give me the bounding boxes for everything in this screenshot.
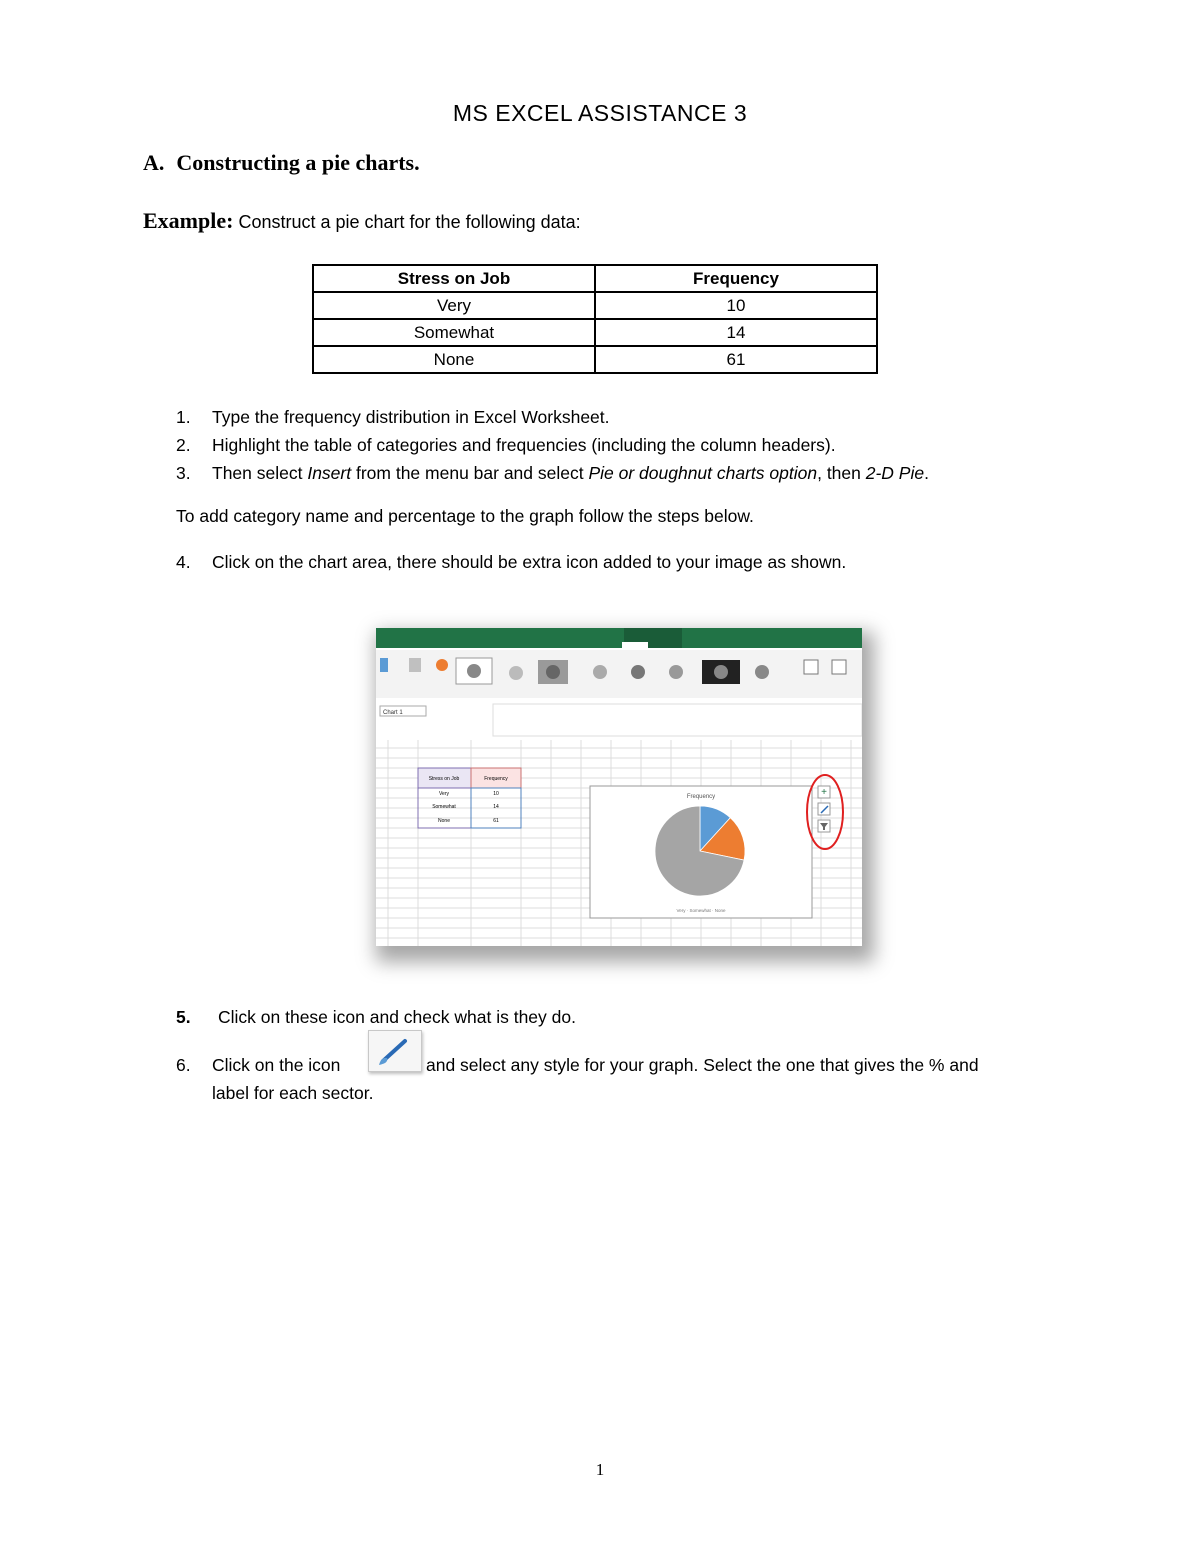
sheet-header-text: Frequency — [484, 776, 508, 782]
style-pie-icon — [631, 665, 645, 679]
example-text: Construct a pie chart for the following data: — [238, 212, 581, 232]
excel-screenshot — [376, 628, 862, 946]
step-number: 6. — [176, 1055, 191, 1075]
sheet-cell-text: 10 — [493, 791, 499, 797]
table-cell: 10 — [595, 292, 877, 319]
step-emphasis: Pie or doughnut charts option — [588, 463, 818, 483]
page-title: MS EXCEL ASSISTANCE 3 — [452, 100, 748, 126]
table-header-cell: Stress on Job — [313, 265, 595, 292]
step-number: 1. — [176, 407, 191, 427]
table-header-cell: Frequency — [595, 265, 877, 292]
ribbon-title-bar — [376, 628, 862, 648]
design-tab-active — [622, 642, 648, 650]
chart-legend: Very · Somewhat · None — [676, 908, 726, 913]
style-pie-icon — [755, 665, 769, 679]
step-text — [212, 461, 1052, 485]
name-box-text: Chart 1 — [383, 710, 403, 716]
add-chart-element-icon — [380, 658, 388, 672]
sheet-cell-text: Somewhat — [432, 804, 456, 810]
plus-icon: + — [821, 787, 827, 798]
style-pie-icon — [509, 666, 523, 680]
sheet-cell-text: 14 — [493, 804, 499, 810]
sheet-cell-text: 61 — [493, 818, 499, 824]
frequency-table — [312, 264, 878, 374]
style-pie-icon — [669, 665, 683, 679]
brush-icon — [369, 1031, 421, 1071]
excel-screenshot-drawing — [376, 628, 862, 946]
table-row — [313, 346, 877, 373]
chart-title: Frequency — [686, 794, 716, 800]
section-heading — [143, 150, 432, 176]
table-cell: 14 — [595, 319, 877, 346]
table-cell: Somewhat — [313, 319, 595, 346]
step-text: Click on these icon and check what is they do. — [218, 1007, 576, 1027]
style-pie-icon — [714, 665, 728, 679]
quick-layout-icon — [409, 658, 421, 672]
select-data-icon — [832, 660, 846, 674]
step-text-part: . — [924, 463, 929, 483]
step-text-post: and select any style for your graph. Select the one that gives the % and — [426, 1055, 979, 1075]
step-emphasis: 2-D Pie — [865, 463, 925, 483]
example-label: Example: — [143, 208, 234, 233]
section-title: Constructing a pie charts. — [176, 150, 420, 175]
step-text-line2: label for each sector. — [212, 1083, 374, 1103]
step-text-part: from the menu bar and select — [351, 463, 589, 483]
table-cell: Very — [313, 292, 595, 319]
style-pie-icon — [593, 665, 607, 679]
switch-row-column-icon — [804, 660, 818, 674]
step-number: 4. — [176, 552, 191, 572]
change-colors-icon — [436, 659, 448, 671]
table-row — [313, 292, 877, 319]
legend-entry: Very — [676, 908, 686, 913]
sheet-header-text: Stress on Job — [428, 776, 460, 782]
formula-input — [493, 704, 862, 736]
step-text: Highlight the table of categories and frequencies (including the column headers). — [212, 435, 836, 455]
sheet-cell-text: Very — [438, 791, 450, 797]
pie-chart — [655, 806, 745, 896]
table-cell: 61 — [595, 346, 877, 373]
legend-entry: None — [714, 908, 726, 913]
table-cell: None — [313, 346, 595, 373]
step-number: 3. — [176, 463, 191, 483]
table-header-row — [313, 265, 877, 292]
section-letter: A. — [143, 150, 165, 175]
table-row — [313, 319, 877, 346]
step-number: 5. — [176, 1007, 191, 1027]
step-number: 2. — [176, 435, 191, 455]
step-text-pre: Click on the icon — [212, 1055, 341, 1075]
step-text: Type the frequency distribution in Excel Worksheet. — [212, 407, 610, 427]
step-text: Click on the chart area, there should be extra icon added to your image as shown. — [212, 552, 847, 572]
instruction-paragraph: To add category name and percentage to the graph follow the steps below. — [176, 506, 754, 526]
legend-entry: Somewhat — [689, 908, 711, 913]
step-text-part: Then select — [212, 463, 308, 483]
page-number: 1 — [595, 1460, 605, 1479]
step-emphasis: Insert — [307, 463, 352, 483]
example-line — [143, 208, 581, 234]
style-pie-icon — [467, 664, 481, 678]
sheet-cell-text: None — [438, 818, 450, 824]
ribbon-body — [376, 650, 862, 698]
style-pie-icon — [546, 665, 560, 679]
step-text-part: , then — [817, 463, 866, 483]
chart-style-icon-image — [368, 1030, 422, 1072]
